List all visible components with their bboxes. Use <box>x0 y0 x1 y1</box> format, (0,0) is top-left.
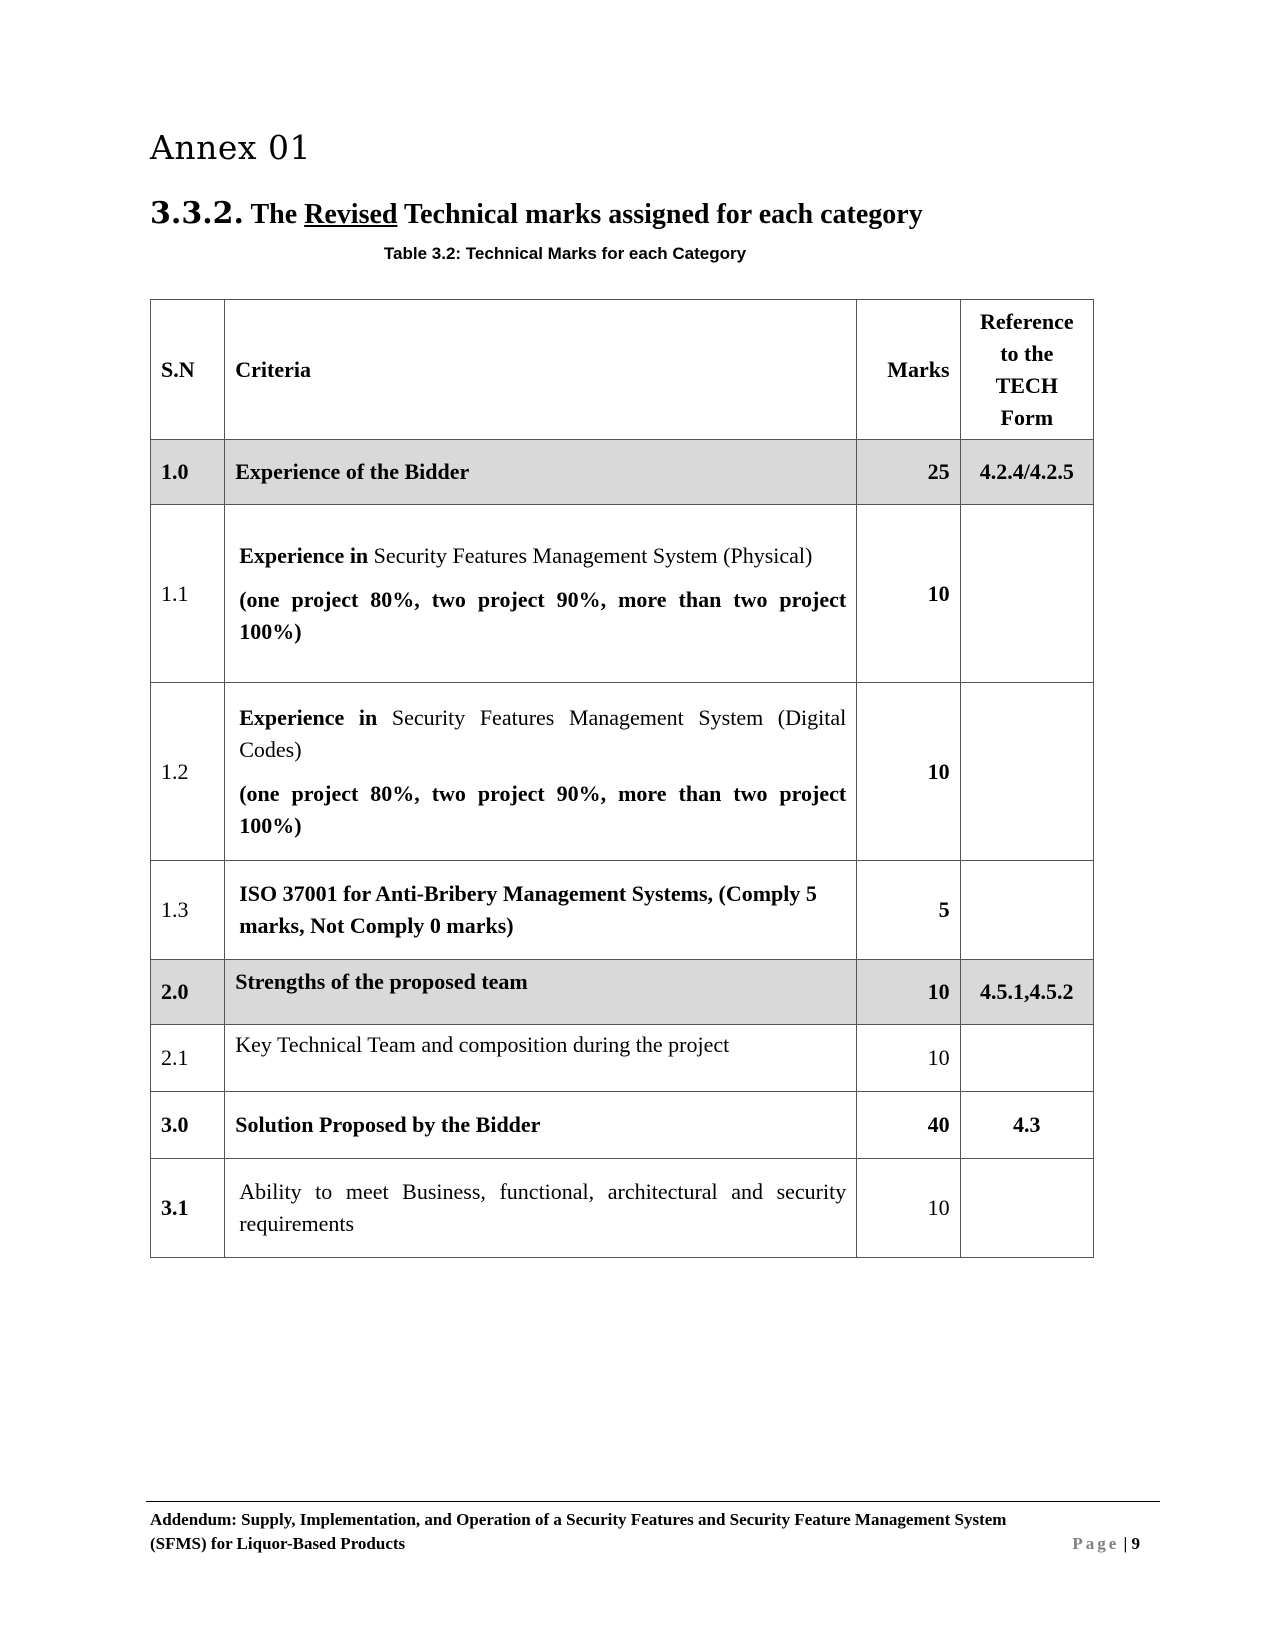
cell-marks: 10 <box>857 1025 960 1092</box>
page-number: 9 <box>1131 1534 1140 1553</box>
section-text-underlined: Revised <box>304 199 398 230</box>
criteria-text: ISO 37001 for Anti-Bribery Management Systems, (Comply 5 marks, Not Comply 0 marks) <box>239 881 817 938</box>
footer-line-2: (SFMS) for Liquor-Based Products <box>150 1534 406 1553</box>
cell-sn: 2.1 <box>151 1025 225 1092</box>
table-row-1-2 <box>151 683 1094 861</box>
footer-line-1: Addendum: Supply, Implementation, and Operation of a Security Features and Security Feature Management System <box>150 1510 1007 1529</box>
cell-criteria: Solution Proposed by the Bidder <box>225 1092 857 1159</box>
cell-sn: 1.1 <box>151 505 225 683</box>
criteria-bold: Experience in <box>239 542 369 568</box>
section-number: 3.3.2. <box>150 196 244 231</box>
cell-marks: 10 <box>857 683 960 861</box>
page-indicator <box>1072 1532 1140 1556</box>
annex-title: Annex 01 <box>150 128 311 167</box>
criteria-text: Security Features Management System (Digital Codes) <box>239 704 847 762</box>
cell-criteria <box>225 1159 857 1258</box>
table-caption: Table 3.2: Technical Marks for each Category <box>383 244 747 263</box>
cell-marks: 40 <box>857 1092 960 1159</box>
table-header-row <box>151 300 1094 440</box>
cell-reference <box>960 861 1093 960</box>
cell-sn: 1.0 <box>151 440 225 505</box>
cell-reference <box>960 1159 1093 1258</box>
cell-marks: 5 <box>857 861 960 960</box>
cell-sn: 1.2 <box>151 683 225 861</box>
header-sn: S.N <box>151 300 225 440</box>
cell-criteria <box>225 861 857 960</box>
cell-criteria: Strengths of the proposed team <box>225 960 857 1025</box>
footer-line-2-wrap <box>150 1532 1140 1556</box>
cell-sn: 2.0 <box>151 960 225 1025</box>
criteria-note: (one project 80%, two project 90%, more than two project 100%) <box>239 780 847 838</box>
cell-sn: 3.1 <box>151 1159 225 1258</box>
section-text-before: The <box>250 199 298 230</box>
table-row-3-0 <box>151 1092 1094 1159</box>
header-reference: Reference to the TECH Form <box>960 300 1093 440</box>
table-row-1-3 <box>151 861 1094 960</box>
cell-marks: 10 <box>857 1159 960 1258</box>
cell-criteria: Experience of the Bidder <box>225 440 857 505</box>
table-row-3-1 <box>151 1159 1094 1258</box>
cell-reference: 4.2.4/4.2.5 <box>960 440 1093 505</box>
header-marks: Marks <box>857 300 960 440</box>
cell-marks: 10 <box>857 960 960 1025</box>
footer-divider <box>146 1501 1160 1502</box>
cell-reference: 4.3 <box>960 1092 1093 1159</box>
cell-criteria <box>225 683 857 861</box>
page-label: Page <box>1072 1534 1120 1553</box>
section-text-after: Technical marks assigned for each category <box>403 199 923 230</box>
cell-criteria: Key Technical Team and composition during the project <box>225 1025 857 1092</box>
cell-sn: 3.0 <box>151 1092 225 1159</box>
table-row-1-1 <box>151 505 1094 683</box>
criteria-note: (one project 80%, two project 90%, more than two project 100%) <box>239 586 847 644</box>
cell-reference <box>960 1025 1093 1092</box>
technical-marks-table <box>150 299 1094 1258</box>
table-row-1-0 <box>151 440 1094 505</box>
cell-reference <box>960 683 1093 861</box>
criteria-text: Security Features Management System (Physical) <box>373 542 813 568</box>
table-row-2-1 <box>151 1025 1094 1092</box>
cell-marks: 25 <box>857 440 960 505</box>
cell-reference: 4.5.1,4.5.2 <box>960 960 1093 1025</box>
page-footer <box>150 1508 1140 1556</box>
section-heading <box>150 196 923 231</box>
criteria-text: Ability to meet Business, functional, architectural and security requirements <box>239 1179 847 1236</box>
cell-marks: 10 <box>857 505 960 683</box>
criteria-bold: Experience in <box>239 704 378 730</box>
page-separator: | <box>1123 1534 1128 1553</box>
header-criteria: Criteria <box>225 300 857 440</box>
table-row-2-0 <box>151 960 1094 1025</box>
cell-reference <box>960 505 1093 683</box>
cell-sn: 1.3 <box>151 861 225 960</box>
cell-criteria <box>225 505 857 683</box>
